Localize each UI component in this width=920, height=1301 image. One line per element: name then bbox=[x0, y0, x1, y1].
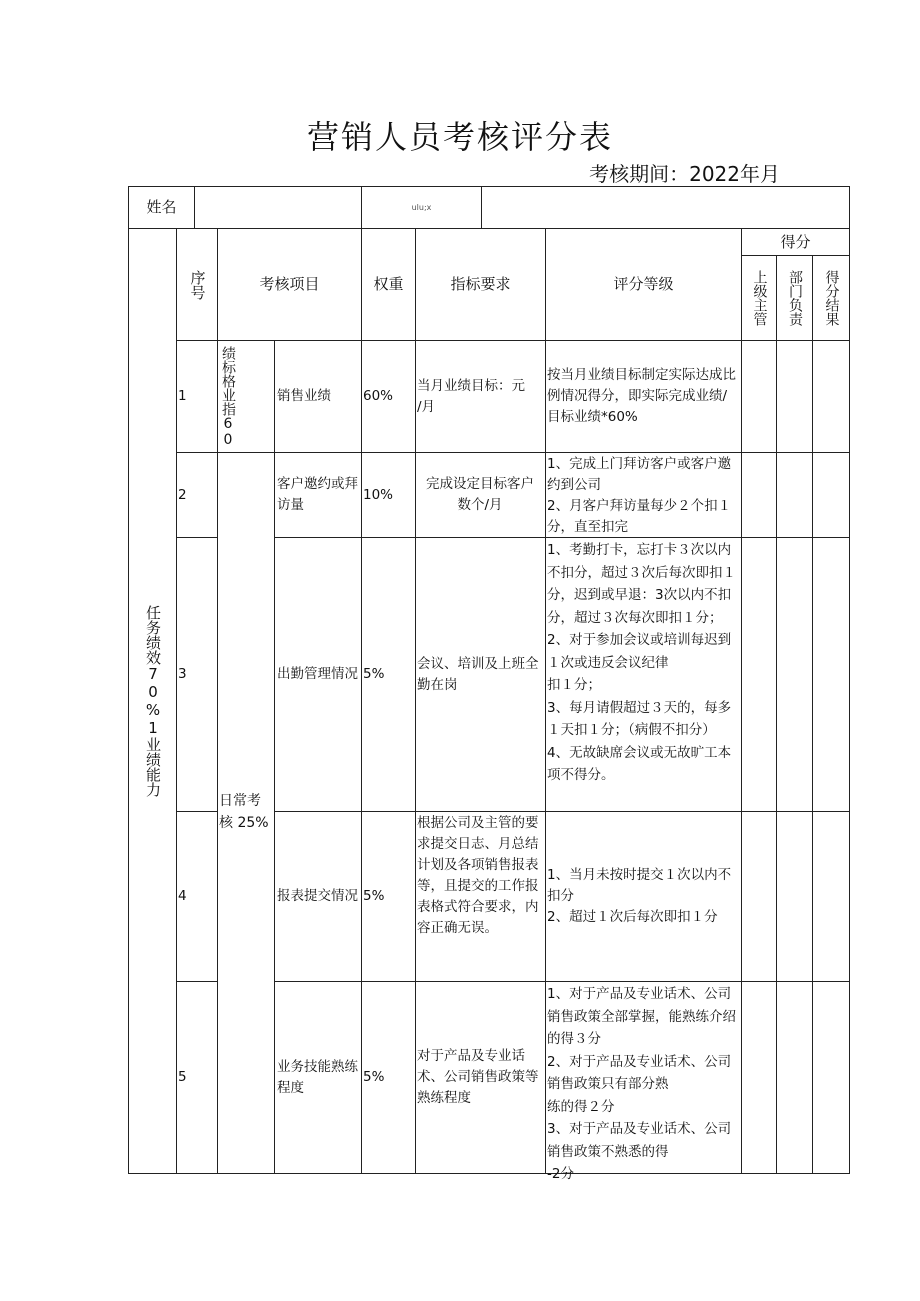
row-3-item: 出勤管理情况 bbox=[277, 666, 358, 682]
grid-line bbox=[545, 228, 546, 1174]
row-3-score-supervisor[interactable] bbox=[742, 538, 776, 811]
row-4-grade: 1、当月未按时提交１次以内不扣分 2、超过１次后每次即扣１分 bbox=[547, 867, 732, 925]
row-5-weight: 5% bbox=[363, 1069, 385, 1085]
row-5-requirement: 对于产品及专业话术、公司销售政策等熟练程度 bbox=[417, 1048, 539, 1106]
row-2-grade: 1、完成上门拜访客户或客户邀约到公司 2、月客户拜访量每少２个扣１分，直至扣完 bbox=[547, 456, 732, 535]
row-1-weight: 60% bbox=[363, 388, 394, 404]
table-border-right bbox=[849, 186, 850, 1174]
header-weight: 权重 bbox=[373, 275, 404, 293]
position-label: ulu;x bbox=[411, 203, 432, 212]
position-field[interactable] bbox=[482, 187, 849, 228]
header-item: 考核项目 bbox=[259, 275, 320, 293]
header-score: 得分 bbox=[780, 232, 811, 251]
row-1-score-dept-head[interactable] bbox=[777, 341, 812, 452]
row-2-score-dept-head[interactable] bbox=[777, 453, 812, 537]
row-5-no: 5 bbox=[178, 1069, 187, 1085]
row-5-score-dept-head[interactable] bbox=[777, 982, 812, 1173]
category-label: 任务绩效70%1业绩能力 bbox=[144, 605, 162, 797]
header-score-dept-head: 部门负责 bbox=[787, 270, 803, 326]
page-title: 营销人员考核评分表 bbox=[306, 118, 613, 156]
row-4-score-result[interactable] bbox=[813, 812, 849, 981]
row-2-score-supervisor[interactable] bbox=[742, 453, 776, 537]
grid-line bbox=[176, 228, 177, 1174]
header-seq: 序号 bbox=[188, 269, 207, 300]
group-performance-label: 绩标格业指60 bbox=[220, 345, 236, 448]
group-daily-label: 日常考 核 25% bbox=[219, 793, 269, 831]
row-2-item: 客户邀约或拜访量 bbox=[277, 476, 358, 513]
header-score-supervisor: 上级主管 bbox=[751, 270, 768, 326]
row-3-requirement: 会议、培训及上班全勤在岗 bbox=[417, 655, 539, 693]
header-score-result: 得分结果 bbox=[823, 270, 840, 326]
grid-line bbox=[361, 228, 362, 1174]
row-2-no: 2 bbox=[178, 486, 187, 503]
grid-line bbox=[415, 228, 416, 1174]
row-5-grade: 1、对于产品及专业话术、公司销售政策全部掌握，能熟练介绍的得３分 2、对于产品及专业话术、公司销售政策只有部分熟 练的得２分 3、对于产品及专业话术、公司销售政策不熟悉的得 -2分 bbox=[547, 986, 736, 1182]
row-1-score-supervisor[interactable] bbox=[742, 341, 776, 452]
row-4-weight: 5% bbox=[363, 888, 385, 904]
name-field[interactable] bbox=[195, 187, 361, 228]
row-4-score-supervisor[interactable] bbox=[742, 812, 776, 981]
row-1-no: 1 bbox=[178, 388, 187, 404]
header-grade: 评分等级 bbox=[613, 275, 674, 293]
row-1-item: 销售业绩 bbox=[277, 388, 331, 404]
row-3-no: 3 bbox=[178, 666, 187, 682]
row-5-score-result[interactable] bbox=[813, 982, 849, 1173]
row-2-weight: 10% bbox=[363, 486, 394, 503]
header-requirement: 指标要求 bbox=[450, 275, 511, 293]
row-4-item: 报表提交情况 bbox=[277, 888, 358, 904]
name-label: 姓名 bbox=[146, 198, 177, 216]
row-4-no: 4 bbox=[178, 888, 187, 904]
row-4-score-dept-head[interactable] bbox=[777, 812, 812, 981]
row-2-requirement: 完成设定目标客户 数个/月 bbox=[426, 476, 534, 513]
row-3-weight: 5% bbox=[363, 666, 385, 682]
row-1-requirement: 当月业绩目标：元 /月 bbox=[417, 377, 525, 415]
grid-line bbox=[274, 340, 275, 1174]
assessment-period: 考核期间：2022年月 bbox=[589, 162, 780, 186]
row-3-grade: 1、考勤打卡，忘打卡３次以内不扣分，超过３次后每次即扣１分，迟到或早退：3次以内不扣分，超过３次每次即扣１分； 2、对于参加会议或培训每迟到１次或违反会议纪律 扣１分； 3、每月请假超过３天的，每多１天扣１分；（病假不扣分） 4、无故缺席会议或无故旷工本项不得分。 bbox=[547, 542, 736, 783]
row-4-requirement: 根据公司及主管的要求提交日志、月总结计划及各项销售报表等，且提交的工作报表格式符合要求，内容正确无误。 bbox=[417, 815, 539, 936]
row-2-score-result[interactable] bbox=[813, 453, 849, 537]
row-3-score-dept-head[interactable] bbox=[777, 538, 812, 811]
row-5-score-supervisor[interactable] bbox=[742, 982, 776, 1173]
row-5-item: 业务技能熟练程度 bbox=[277, 1058, 358, 1096]
row-1-score-result[interactable] bbox=[813, 341, 849, 452]
row-1-grade: 按当月业绩目标制定实际达成比例情况得分，即实际完成业绩/目标业绩*60% bbox=[547, 367, 736, 425]
row-3-score-result[interactable] bbox=[813, 538, 849, 811]
